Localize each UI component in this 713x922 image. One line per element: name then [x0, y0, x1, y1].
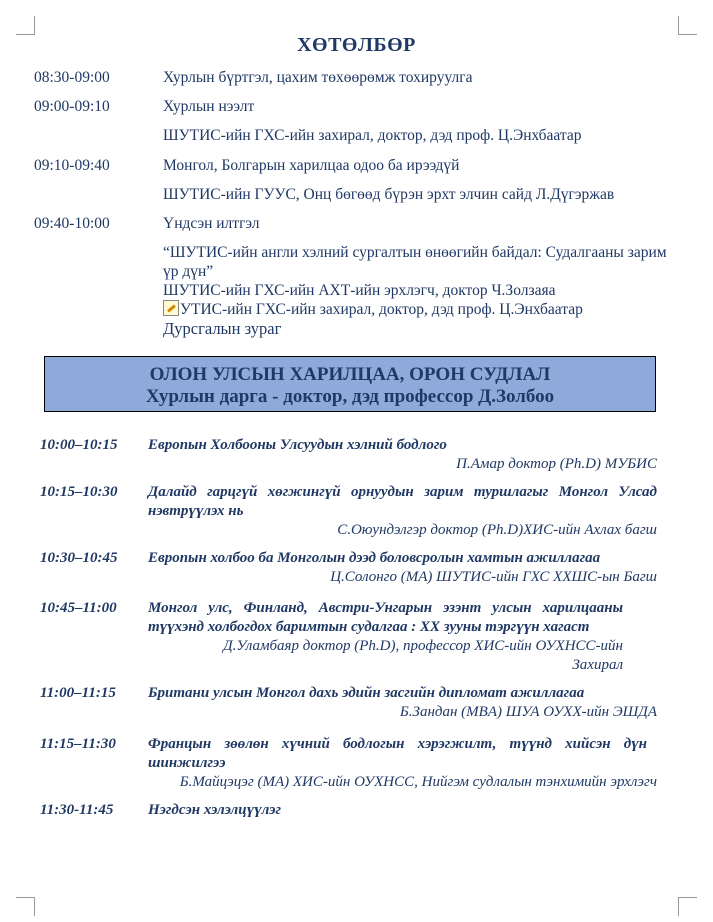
- keynote-block: [34, 243, 684, 338]
- talk-title: Британи улсын Монгол дахь эдийн засгийн дипломат ажиллагаа: [148, 685, 585, 701]
- agenda-text: Монгол, Болгарын харилцаа одоо ба ирээдүй: [163, 157, 460, 174]
- keynote-speaker: ШУТИС-ийн ГХС-ийн АХТ-ийн эрхлэгч, доктор Ч.Золзаяа: [163, 282, 556, 299]
- session-list: [40, 436, 657, 820]
- talk-speaker: С.Оюундэлгэр доктор (Ph.D)ХИС-ийн Ахлах багш: [337, 522, 657, 538]
- crop-mark-top-left: [16, 16, 35, 35]
- session-time: 11:30-11:45: [40, 802, 114, 818]
- session-item: [40, 483, 657, 540]
- agenda-row: [34, 156, 684, 175]
- keynote-speaker: [163, 300, 684, 319]
- agenda-row: [34, 185, 684, 204]
- page-title: ХӨТӨЛБӨР: [297, 34, 416, 56]
- photo-session: Дурсгалын зураг: [163, 319, 282, 338]
- talk-speaker: Б.Зандан (MBA) ШУА ОУХХ-ийн ЭШДА: [399, 704, 657, 720]
- talk-title: Далайд гарцгүй хөгжингүй орнуудын зарим туршлагыг Монгол Улсад нэвтрүүлэх нь: [148, 484, 657, 519]
- agenda-time: 08:30-09:00: [34, 69, 110, 86]
- agenda-list: [34, 68, 684, 338]
- session-banner: [44, 356, 656, 412]
- talk-title: Европын холбоо ба Монголын дээд боловсролын хамтын ажиллагаа: [148, 550, 601, 566]
- talk-title: Европын Холбооны Улсуудын хэлний бодлого: [148, 437, 447, 453]
- talk-speaker: П.Амар доктор (Ph.D) МУБИС: [456, 456, 657, 472]
- session-time: 10:15–10:30: [40, 484, 118, 500]
- talk-title: Францын зөөлөн хүчний бодлогын хэрэгжилт, түүнд хийсэн дүн шинжилгээ: [148, 736, 647, 771]
- session-item: [40, 436, 657, 474]
- agenda-row: [34, 126, 684, 145]
- session-time: 11:00–11:15: [40, 685, 116, 701]
- session-time: 10:45–11:00: [40, 600, 117, 616]
- session-item: [40, 801, 657, 820]
- talk-speaker: Б.Майцэцэг (MA) ХИС-ийн ОУХНСС, Нийгэм судлалын тэнхимийн эрхлэгч: [179, 774, 657, 790]
- crop-mark-bottom-left: [16, 897, 35, 916]
- agenda-time: 09:00-09:10: [34, 98, 110, 115]
- agenda-time: [34, 185, 163, 204]
- crop-mark-bottom-right: [678, 897, 697, 916]
- session-time: 11:15–11:30: [40, 736, 116, 752]
- agenda-time: 09:10-09:40: [34, 157, 110, 174]
- session-time: 10:30–10:45: [40, 550, 118, 566]
- crop-mark-top-right: [678, 16, 697, 35]
- session-title: ОЛОН УЛСЫН ХАРИЛЦАА, ОРОН СУДЛАЛ: [149, 364, 551, 385]
- keynote-speaker-text: УТИС-ийн ГХС-ийн захирал, доктор, дэд проф. Ц.Энхбаатар: [180, 301, 583, 318]
- talk-speaker: Ц.Солонго (MA) ШУТИС-ийн ГХС ХХШС-ын Багш: [330, 569, 657, 585]
- session-item: [40, 599, 657, 675]
- agenda-row: [34, 68, 684, 87]
- agenda-text: Хурлын бүртгэл, цахим төхөөрөмж тохируулга: [163, 69, 473, 86]
- agenda-text: Хурлын нээлт: [163, 98, 255, 115]
- talk-speaker: Д.Уламбаяр доктор (Ph.D), профессор ХИС-ийн ОУХНСС-ийн Захирал: [223, 638, 623, 673]
- session-item: [40, 549, 657, 587]
- agenda-text: Үндсэн илтгэл: [163, 215, 260, 232]
- session-item: [40, 735, 657, 792]
- agenda-time: 09:40-10:00: [34, 215, 110, 232]
- agenda-time: [34, 126, 163, 145]
- agenda-text: ШУТИС-ийн ГХС-ийн захирал, доктор, дэд проф. Ц.Энхбаатар: [163, 127, 582, 144]
- talk-title: Монгол улс, Финланд, Австри-Унгарын эзэнт улсын харилцааны түүхэнд холбогдох баримтын судалгаа : XX зууны тэргүүн хагаст: [148, 600, 623, 635]
- session-item: [40, 684, 657, 722]
- session-chair: Хурлын дарга - доктор, дэд профессор Д.Золбоо: [145, 386, 555, 407]
- session-time: 10:00–10:15: [40, 437, 118, 453]
- agenda-text: ШУТИС-ийн ГУУС, Онц бөгөөд бүрэн эрхт элчин сайд Л.Дүгэржав: [163, 186, 615, 203]
- agenda-row: [34, 214, 684, 233]
- pencil-icon: [163, 300, 179, 316]
- talk-title: Нэгдсэн хэлэлцүүлэг: [148, 802, 282, 818]
- agenda-row: [34, 97, 684, 116]
- keynote-title: “ШУТИС-ийн англи хэлний сургалтын өнөөгийн байдал: Судалгааны зарим үр дүн”: [163, 244, 667, 280]
